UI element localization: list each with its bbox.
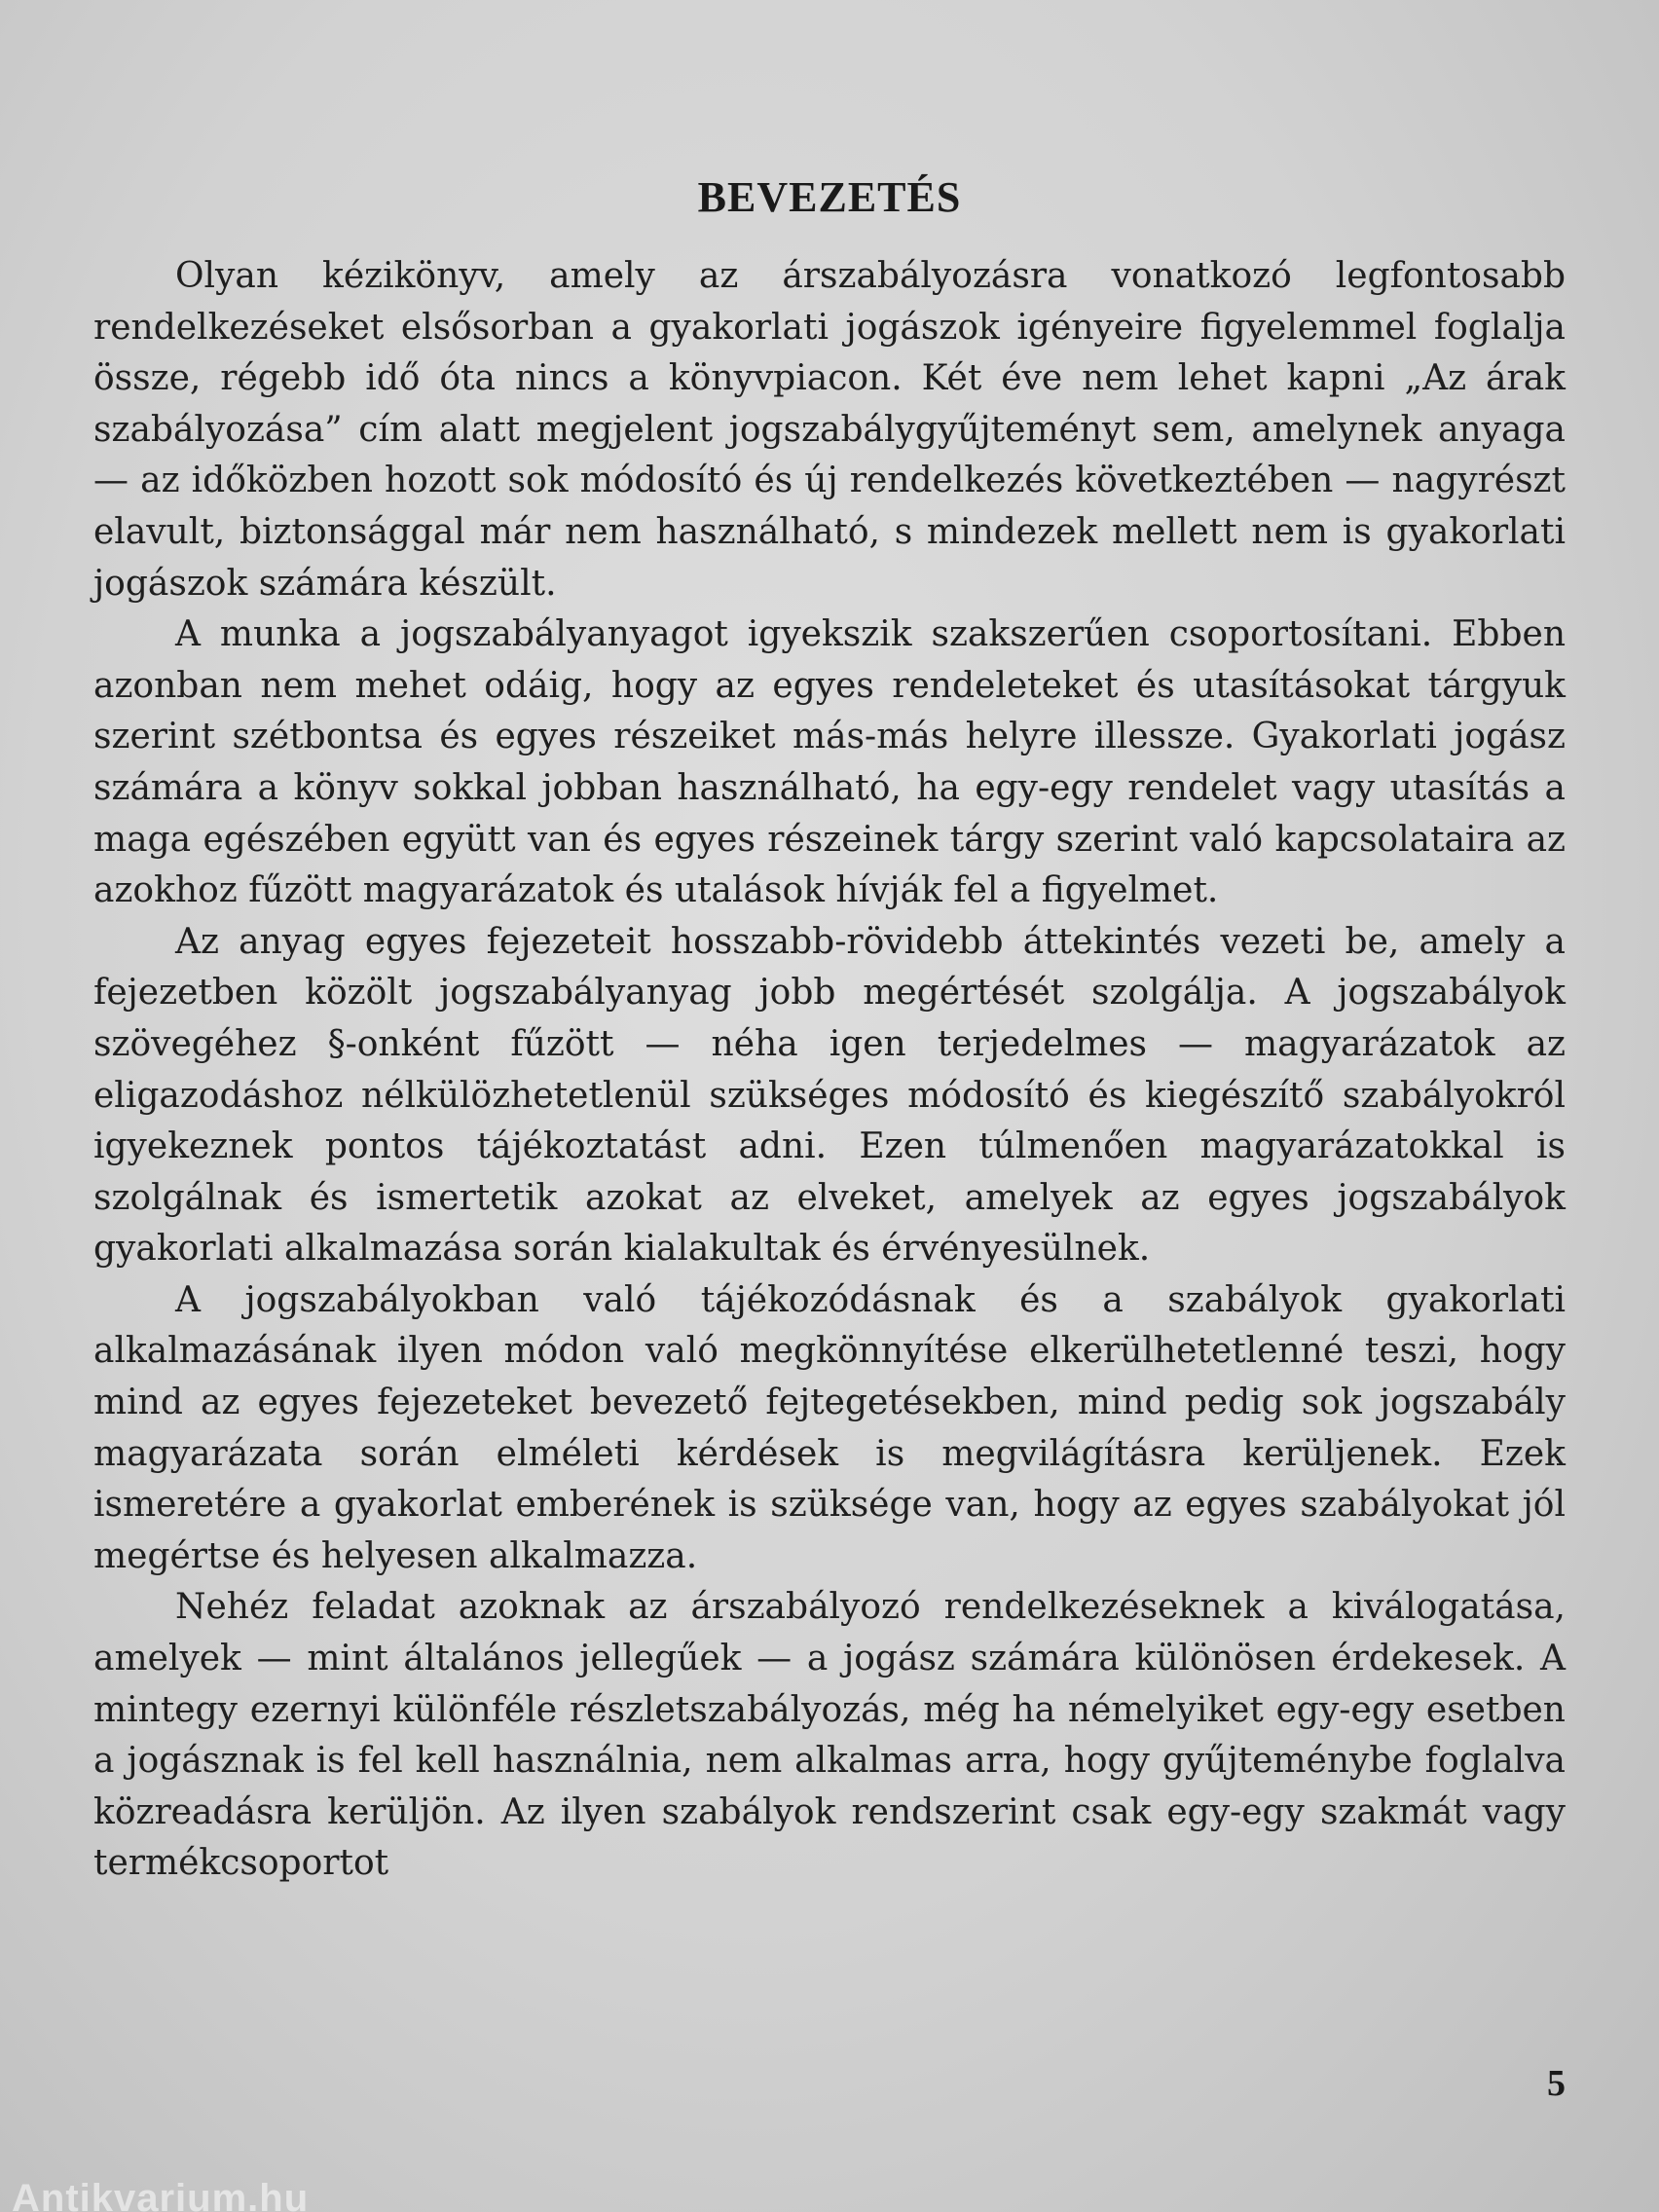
paragraph: Az anyag egyes fejezeteit hosszabb-rövidebb áttekintés vezeti be, amely a fejezetben közölt jogszabályanyag jobb megértését szolgálja. A jogszabályok szövegéhez §-onként fűzött — néha igen terjedelmes — magyarázatok az eligazodáshoz nélkülözhetetlenül szükséges módosító és kiegészítő szabályokról igyekeznek pontos tájékoztatást adni. Ezen túlmenően magyarázatokkal is szolgálnak és ismertetik azokat az elveket, amelyek az egyes jogszabályok gyakorlati alkalmazása során kialakultak és érvényesülnek.	[93, 921, 1566, 1270]
body-text	[93, 251, 1566, 1890]
watermark: Antikvarium.hu	[12, 2177, 310, 2212]
paragraph: A munka a jogszabályanyagot igyekszik szakszerűen csoportosítani. Ebben azonban nem mehet odáig, hogy az egyes rendeleteket és utasításokat tárgyuk szerint szétbontsa és egyes részeiket más-más helyre illessze. Gyakorlati jogász számára a könyv sokkal jobban használható, ha egy-egy rendelet vagy utasítás a maga egészében együtt van és egyes részeinek tárgy szerint való kapcsolataira az azokhoz fűzött magyarázatok és utalások hívják fel a figyelmet.	[93, 614, 1566, 911]
paragraph: A jogszabályokban való tájékozódásnak és a szabályok gyakorlati alkalmazásának ilyen módon való megkönnyítése elkerülhetetlenné teszi, hogy mind az egyes fejezeteket bevezető fejtegetésekben, mind pedig sok jogszabály magyarázata során elméleti kérdések is megvilágításra kerüljenek. Ezek ismeretére a gyakorlat emberének is szüksége van, hogy az egyes szabályokat jól megértse és helyesen alkalmazza.	[93, 1279, 1566, 1576]
paragraph: Nehéz feladat azoknak az árszabályozó rendelkezéseknek a kiválogatása, amelyek — mint általános jellegűek — a jogász számára különösen érdekesek. A mintegy ezernyi különféle részletszabályozás, még ha némelyiket egy-egy esetben a jogásznak is fel kell használnia, nem alkalmas arra, hogy gyűjteménybe foglalva közreadásra kerüljön. Az ilyen szabályok rendszerint csak egy-egy szakmát vagy termékcsoportot	[93, 1587, 1566, 1884]
page-number: 5	[1547, 2063, 1566, 2104]
chapter-heading: BEVEZETÉS	[697, 173, 962, 222]
paragraph: Olyan kézikönyv, amely az árszabályozásra vonatkozó legfontosabb rendelkezéseket elsősorban a gyakorlati jogászok igényeire figyelemmel foglalja össze, régebb idő óta nincs a könyvpiacon. Két éve nem lehet kapni „Az árak szabályozása” cím alatt megjelent jogszabálygyűjteményt sem, amelynek anyaga — az időközben hozott sok módosító és új rendelkezés következtében — nagyrészt elavult, biztonsággal már nem használható, s mindezek mellett nem is gyakorlati jogászok számára készült.	[93, 256, 1566, 604]
